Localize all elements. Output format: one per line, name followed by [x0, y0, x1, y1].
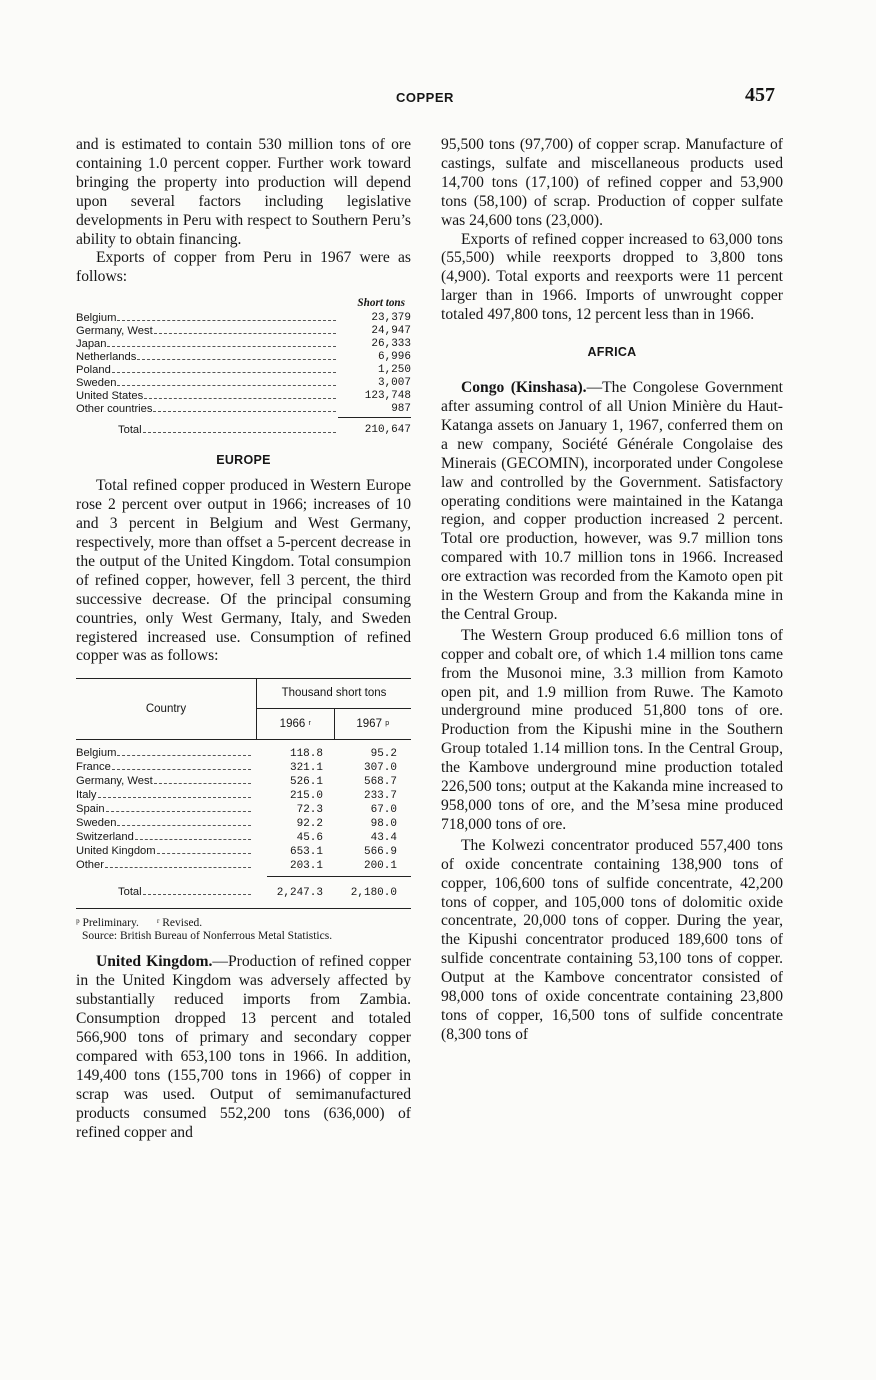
right-column: [441, 136, 783, 1045]
consumption-row: [76, 803, 411, 817]
consumption-1966: 526.1: [289, 776, 323, 789]
consumption-country: Spain: [76, 803, 105, 815]
paragraph-congo: [441, 379, 783, 625]
consumption-row: [76, 859, 411, 873]
exports-row: [76, 364, 411, 377]
consumption-1966: 215.0: [289, 790, 323, 803]
exports-row: [76, 351, 411, 364]
europe-heading: EUROPE: [216, 453, 271, 468]
exports-row: [76, 312, 411, 325]
consumption-total-row: [76, 886, 411, 904]
consumption-country: Germany, West: [76, 775, 153, 788]
consumption-row: [76, 761, 411, 775]
consumption-total-label: Total: [118, 885, 142, 898]
note-revised: ʳ Revised.: [156, 917, 203, 930]
exports-value: 6,996: [377, 350, 411, 363]
exports-value: 23,379: [371, 312, 411, 325]
exports-unit-header: Short tons: [357, 297, 405, 310]
consumption-1967: 43.4: [370, 831, 397, 844]
consumption-table-header: [76, 679, 411, 740]
exports-value: 3,007: [377, 376, 411, 389]
consumption-1966: 92.2: [296, 817, 323, 830]
consumption-rows: [76, 747, 411, 872]
exports-row: [76, 325, 411, 338]
consumption-country: Belgium: [76, 747, 117, 760]
consumption-1967: 568.7: [363, 776, 397, 789]
page-header: [0, 84, 876, 114]
exports-rows: [76, 312, 411, 415]
exports-value: 123,748: [364, 389, 411, 402]
exports-total-label: Total: [118, 424, 142, 437]
table-notes: [76, 917, 411, 942]
africa-heading: AFRICA: [587, 345, 637, 360]
col-header-country: Country: [76, 679, 257, 739]
consumption-1967: 67.0: [370, 804, 397, 816]
paragraph-uk-exports: Exports of refined copper increased to 63,000 tons (55,500) while reexports dropped to 3,800 tons (4,900). Total exports and reexports were 11 percent larger than in 1966. Imports of unwrought copper totaled 497,800 tons, 12 percent less than in 1966.: [441, 230, 783, 324]
exports-country: Belgium: [76, 312, 117, 325]
exports-row: [76, 403, 411, 416]
paragraph-western-group: The Western Group produced 6.6 million tons of copper and cobalt ore, of which 1.4 million tons came from the Musonoi mine, 3.3 million from Kamoto open pit, and 1.9 million from Ruwe. The Kamoto underground mine produced 51,800 tons of ore. Production from the Kipushi mine in the Southern Group totaled 1.14 million tons. In the Central Group, the Kambove underground mine production totaled 226,500 tons; output at the Kakanda mine increased to 958,000 tons of ore, and the M’sesa mine produced 718,000 tons of ore.: [441, 626, 783, 833]
consumption-1966: 118.8: [289, 748, 323, 761]
paragraph-kolwezi: The Kolwezi concentrator produced 557,400 tons of oxide concentrate containing 138,900 tons of copper, 106,600 tons of sulfide concentrate, 42,200 tons of copper, and 105,000 tons of dolomitic oxide concentrate, 20,000 tons of copper. During the year, the Kipushi concentrator produced 189,600 tons of sulfide concentrate containing 53,100 tons of copper. Output at the Kambove concentrator consisted of 98,000 tons of oxide concentrate containing 23,800 tons of copper, 16,500 tons of sulfide concentrate (8,300 tons of: [441, 836, 783, 1043]
consumption-row: [76, 845, 411, 859]
col-header-1967: 1967 p: [356, 717, 390, 730]
paragraph-uk-continued: 95,500 tons (97,700) of copper scrap. Manufacture of castings, sulfate and miscellaneous products used 14,700 tons (17,100) of refined copper and 53,900 tons (58,100) of scrap. Production of copper sulfate was 24,600 tons (23,000).: [441, 136, 783, 229]
exports-country: United States: [76, 389, 144, 402]
exports-total-rule: [338, 417, 411, 418]
exports-row: [76, 377, 411, 390]
consumption-1967: 200.1: [363, 859, 397, 872]
consumption-1966: 203.1: [289, 859, 323, 872]
consumption-1967: 95.2: [370, 748, 397, 761]
col-header-group: Thousand short tons: [257, 679, 411, 709]
consumption-row: [76, 747, 411, 761]
consumption-total-1967: 2,180.0: [350, 886, 397, 899]
exports-row: [76, 338, 411, 351]
paragraph-europe: Total refined copper produced in Western Europe rose 2 percent over output in 1966; increases of 10 and 3 percent in Belgium and West Germany, respectively, more than offset a 5-percent decrease in the output of the United Kingdom. Total consumpion of refined copper, however, fell 3 percent, the third successive decrease. Of the principal consuming countries, only West Germany, Italy, and Sweden registered increased use. Consumption of refined copper was as follows:: [76, 477, 411, 665]
consumption-1967: 98.0: [370, 817, 397, 830]
consumption-1966: 45.6: [296, 831, 323, 844]
consumption-row: [76, 817, 411, 831]
exports-country: Germany, West: [76, 325, 153, 338]
peru-exports-table: [76, 297, 411, 437]
note-source: Source: British Bureau of Nonferrous Metal Statistics.: [82, 929, 333, 942]
consumption-country: France: [76, 761, 111, 774]
consumption-country: Italy: [76, 789, 97, 802]
consumption-country: United Kingdom: [76, 844, 156, 857]
consumption-1966: 72.3: [296, 804, 323, 816]
exports-value: 26,333: [371, 337, 411, 350]
consumption-country: Other: [76, 858, 104, 871]
exports-total-row: [76, 424, 411, 437]
left-column: [76, 136, 411, 1143]
consumption-row: [76, 775, 411, 789]
exports-country: Netherlands: [76, 350, 137, 363]
running-title: COPPER: [396, 90, 454, 105]
paragraph-peru-exports-intro: Exports of copper from Peru in 1967 were as follows:: [76, 249, 411, 286]
exports-value: 1,250: [377, 363, 411, 376]
congo-lead: Congo (Kinshasa).: [461, 379, 587, 397]
note-preliminary: ᵖ Preliminary.: [76, 917, 139, 930]
consumption-total-1966: 2,247.3: [276, 886, 323, 899]
uk-lead: United Kingdom.: [96, 953, 213, 971]
paragraph-uk: [76, 953, 411, 1142]
paragraph-peru-estimate: and is estimated to contain 530 million tons of ore containing 1.0 percent copper. Further work toward bringing the property into production will depend upon several factors including legislative developments in Peru with respect to Southern Peru’s ability to obtain financing.: [76, 136, 411, 248]
consumption-1967: 233.7: [363, 790, 397, 803]
exports-country: Poland: [76, 363, 111, 376]
consumption-country: Switzerland: [76, 830, 134, 843]
congo-text: —The Congolese Government after assuming control of all Union Minière du Haut-Katanga assets on January 1, 1967, conferred them on a new company, Société Générale Congolaise des Minerais (GECOMIN), incorporated under Congolese law and controlled by the Government. Satisfactory operating conditions were maintained in the Katanga region, and copper production increased 2 percent. Total ore production, however, was 9.7 million tons compared with 10.7 million tons in 1966. Increased ore extraction was recorded from the Kamoto open pit in the Western Group and from the Kakanda mine in the Central Group.: [441, 379, 783, 623]
consumption-row: [76, 831, 411, 845]
exports-total-value: 210,647: [364, 424, 411, 437]
consumption-table: [76, 678, 411, 909]
exports-country: Other countries: [76, 402, 153, 415]
consumption-1966: 653.1: [289, 845, 323, 858]
exports-row: [76, 390, 411, 403]
consumption-1966: 321.1: [289, 762, 323, 775]
exports-value: 24,947: [371, 325, 411, 338]
exports-value: 987: [391, 402, 411, 415]
exports-country: Sweden: [76, 376, 117, 389]
exports-country: Japan: [76, 337, 107, 350]
page-number: 457: [745, 84, 775, 106]
consumption-1967: 566.9: [363, 845, 397, 858]
consumption-row: [76, 789, 411, 803]
uk-text: —Production of refined copper in the United Kingdom was adversely affected by substantially reduced imports from Zambia. Consumption dropped 13 percent and totaled 566,900 tons of primary and secondary copper compared with 653,100 tons in 1966. In addition, 149,400 tons (155,700 tons in 1966) of copper in scrap was used. Output of semimanufactured products consumed 552,200 tons (636,000) of refined copper and: [76, 953, 411, 1141]
consumption-country: Sweden: [76, 816, 117, 829]
col-header-1966: 1966 r: [257, 709, 335, 739]
consumption-1967: 307.0: [363, 762, 397, 775]
